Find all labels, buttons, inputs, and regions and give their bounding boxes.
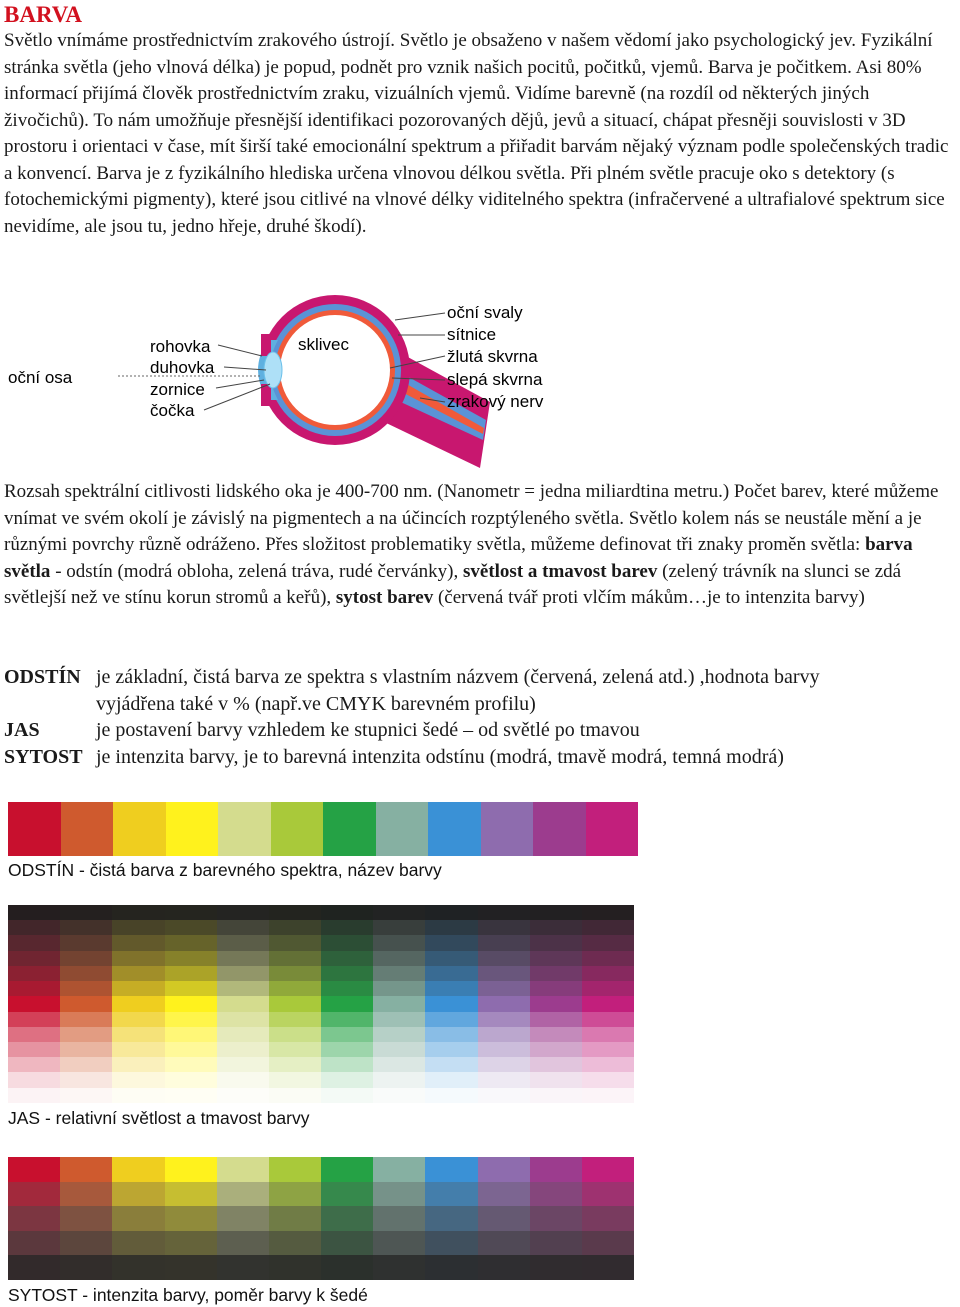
- value-swatch: [582, 935, 634, 950]
- saturation-swatch: [373, 1157, 425, 1182]
- value-swatch: [373, 1027, 425, 1042]
- saturation-swatch: [425, 1182, 477, 1207]
- value-swatch: [530, 1027, 582, 1042]
- value-swatch: [60, 1057, 112, 1072]
- saturation-swatch: [112, 1255, 164, 1280]
- intro-paragraph: Světlo vnímáme prostřednictvím zrakového ústrojí. Světlo je obsaženo v našem vědomí jako psychologický jev. Fyzikální stránka světla (jeho vlnová délka) je popud, podnět pro vznik našich pocitů, počitků, vjemů. Barva je počitkem. Asi 80% informací přijímá člověk prostřednictvím zraku, vizuálních vjemů. Vidíme barevně (na rozdíl od některých jiných živočichů). To nám umožňuje přesnější identifikaci pozorovaných dějů, jevů a situací, chápat přesněji souvislosti v 3D prostoru i orientaci v čase, mít širší také emocionální spektrum a přiřadit barvám nějaký význam podle společenských tradic a konvencí. Barva je z fyzikálního hlediska určena vlnovou délkou světla. Při plném světle pracuje oko s detektory (s fotochemickými pigmenty), které jsou citlivé na vlnové délky viditelného spektra (infračervené a ultrafialové spektrum sice nevidíme, ale jsou tu, jedno hřeje, druhé škodí).: [4, 30, 949, 237]
- value-swatch: [165, 1057, 217, 1072]
- value-swatch: [373, 951, 425, 966]
- value-swatch: [321, 1057, 373, 1072]
- value-swatch: [8, 1057, 60, 1072]
- value-swatch: [112, 935, 164, 950]
- value-swatch: [8, 1012, 60, 1027]
- value-row: [8, 1012, 634, 1027]
- value-row: [8, 935, 634, 950]
- saturation-swatch: [8, 1157, 60, 1182]
- value-row: [8, 920, 634, 935]
- value-swatch: [8, 1088, 60, 1103]
- value-swatch: [425, 1072, 477, 1087]
- value-swatch: [530, 996, 582, 1011]
- value-swatch: [269, 1042, 321, 1057]
- term-barva-svetla: barva světla: [4, 534, 913, 582]
- value-swatch: [60, 1027, 112, 1042]
- value-row: [8, 996, 634, 1011]
- value-swatch: [373, 996, 425, 1011]
- value-swatch: [425, 1088, 477, 1103]
- value-swatch: [8, 920, 60, 935]
- def-odstin: je základní, čistá barva ze spektra s vlastním názvem (červená, zelená atd.) ,hodnota barvy: [96, 666, 820, 688]
- value-swatch: [165, 1027, 217, 1042]
- value-swatch: [112, 951, 164, 966]
- value-swatch: [373, 981, 425, 996]
- value-swatch: [269, 966, 321, 981]
- def-jas: je postavení barvy vzhledem ke stupnici šedé – od světlé po tmavou: [96, 719, 640, 741]
- value-swatch: [217, 1072, 269, 1087]
- value-swatch: [60, 1042, 112, 1057]
- saturation-swatch: [425, 1231, 477, 1256]
- hue-swatch: [166, 802, 219, 856]
- value-row: [8, 1088, 634, 1103]
- value-swatch: [478, 935, 530, 950]
- saturation-swatch: [425, 1157, 477, 1182]
- definitions: [4, 664, 820, 770]
- value-swatch: [112, 1072, 164, 1087]
- value-swatch: [60, 1088, 112, 1103]
- saturation-swatch: [269, 1231, 321, 1256]
- value-swatch: [425, 996, 477, 1011]
- saturation-swatch: [269, 1255, 321, 1280]
- value-swatch: [217, 1057, 269, 1072]
- value-swatch: [8, 1072, 60, 1087]
- value-swatch: [269, 1072, 321, 1087]
- saturation-swatch: [321, 1206, 373, 1231]
- value-grid: [8, 905, 634, 1103]
- value-swatch: [321, 1072, 373, 1087]
- value-swatch: [321, 920, 373, 935]
- value-swatch: [478, 1042, 530, 1057]
- saturation-swatch: [217, 1206, 269, 1231]
- value-swatch: [530, 920, 582, 935]
- hue-swatch: [323, 802, 376, 856]
- saturation-swatch: [60, 1182, 112, 1207]
- saturation-swatch: [112, 1182, 164, 1207]
- spectral-paragraph: [4, 479, 956, 612]
- value-swatch: [8, 996, 60, 1011]
- saturation-swatch: [8, 1206, 60, 1231]
- value-swatch: [321, 905, 373, 920]
- value-swatch: [60, 935, 112, 950]
- definition-saturation: [4, 744, 820, 771]
- value-swatch: [60, 981, 112, 996]
- value-swatch: [373, 1042, 425, 1057]
- value-swatch: [60, 920, 112, 935]
- value-swatch: [112, 1057, 164, 1072]
- value-swatch: [373, 1088, 425, 1103]
- saturation-swatch: [425, 1255, 477, 1280]
- value-swatch: [269, 935, 321, 950]
- page-title: BARVA: [4, 2, 83, 27]
- value-swatch: [530, 935, 582, 950]
- hue-swatch: [218, 802, 271, 856]
- value-swatch: [165, 1072, 217, 1087]
- saturation-row: [8, 1182, 634, 1207]
- value-swatch: [165, 966, 217, 981]
- label-zluta-skvrna: žlutá skvrna: [447, 347, 538, 366]
- value-swatch: [112, 1088, 164, 1103]
- value-swatch: [530, 981, 582, 996]
- saturation-row: [8, 1255, 634, 1280]
- value-swatch: [373, 966, 425, 981]
- value-swatch: [112, 1012, 164, 1027]
- saturation-grid: [8, 1157, 634, 1280]
- value-swatch: [217, 1012, 269, 1027]
- saturation-swatch: [112, 1157, 164, 1182]
- value-swatch: [582, 981, 634, 996]
- value-swatch: [217, 920, 269, 935]
- value-swatch: [217, 905, 269, 920]
- value-swatch: [582, 951, 634, 966]
- saturation-swatch: [321, 1182, 373, 1207]
- term-sytost: sytost barev: [335, 587, 434, 608]
- eye-diagram: [0, 290, 600, 470]
- value-swatch: [165, 981, 217, 996]
- value-row: [8, 1072, 634, 1087]
- spectral-text-4: (červená tvář proti vlčím mákům…je to intenzita barvy): [433, 587, 865, 608]
- saturation-swatch: [165, 1182, 217, 1207]
- value-swatch: [582, 966, 634, 981]
- value-swatch: [60, 996, 112, 1011]
- value-swatch: [269, 905, 321, 920]
- value-swatch: [478, 966, 530, 981]
- label-zrakovy-nerv: zrakový nerv: [447, 392, 544, 411]
- saturation-swatch: [582, 1157, 634, 1182]
- saturation-swatch: [165, 1157, 217, 1182]
- value-swatch: [373, 920, 425, 935]
- lens: [264, 352, 282, 388]
- value-swatch: [478, 1072, 530, 1087]
- definition-hue: [4, 664, 820, 691]
- value-swatch: [60, 966, 112, 981]
- saturation-swatch: [373, 1206, 425, 1231]
- value-row: [8, 1057, 634, 1072]
- value-swatch: [269, 981, 321, 996]
- saturation-swatch: [112, 1231, 164, 1256]
- label-duhovka: duhovka: [150, 358, 215, 377]
- saturation-swatch: [269, 1206, 321, 1231]
- hue-swatch: [481, 802, 534, 856]
- value-swatch: [425, 1012, 477, 1027]
- saturation-swatch: [530, 1182, 582, 1207]
- value-swatch: [425, 935, 477, 950]
- value-swatch: [165, 996, 217, 1011]
- value-swatch: [425, 981, 477, 996]
- spectral-text-2: - odstín (modrá obloha, zelená tráva, rudé červánky),: [50, 560, 463, 582]
- value-row: [8, 1027, 634, 1042]
- term-jas: JAS: [4, 719, 40, 741]
- value-swatch: [478, 951, 530, 966]
- value-swatch: [217, 935, 269, 950]
- caption-value: JAS - relativní světlost a tmavost barvy: [8, 1108, 310, 1128]
- value-swatch: [478, 1012, 530, 1027]
- value-swatch: [478, 1027, 530, 1042]
- value-swatch: [112, 1042, 164, 1057]
- saturation-swatch: [60, 1206, 112, 1231]
- value-swatch: [217, 1088, 269, 1103]
- value-swatch: [321, 981, 373, 996]
- vitreous-body: [280, 315, 390, 425]
- saturation-swatch: [165, 1206, 217, 1231]
- value-swatch: [112, 1027, 164, 1042]
- value-swatch: [582, 1027, 634, 1042]
- term-sytost-def: SYTOST: [4, 745, 83, 768]
- value-row: [8, 951, 634, 966]
- saturation-swatch: [8, 1255, 60, 1280]
- hue-swatch: [533, 802, 586, 856]
- label-cocka: čočka: [150, 401, 195, 420]
- value-swatch: [478, 981, 530, 996]
- saturation-swatch: [217, 1231, 269, 1256]
- def-sytost: je intenzita barvy, je to barevná intenzita odstínu (modrá, tmavě modrá, temná modrá): [96, 745, 784, 768]
- saturation-swatch: [530, 1206, 582, 1231]
- value-swatch: [582, 1057, 634, 1072]
- value-swatch: [112, 996, 164, 1011]
- value-swatch: [425, 920, 477, 935]
- label-rohovka: rohovka: [150, 337, 211, 356]
- value-swatch: [165, 1012, 217, 1027]
- value-swatch: [112, 981, 164, 996]
- hue-swatch: [428, 802, 481, 856]
- value-swatch: [478, 905, 530, 920]
- caption-saturation: SYTOST - intenzita barvy, poměr barvy k šedé: [8, 1285, 368, 1305]
- saturation-swatch: [478, 1182, 530, 1207]
- value-swatch: [373, 905, 425, 920]
- saturation-swatch: [321, 1255, 373, 1280]
- hue-swatch: [586, 802, 639, 856]
- saturation-swatch: [582, 1255, 634, 1280]
- value-swatch: [269, 1088, 321, 1103]
- value-swatch: [425, 1042, 477, 1057]
- value-swatch: [269, 951, 321, 966]
- saturation-swatch: [217, 1157, 269, 1182]
- value-swatch: [582, 1042, 634, 1057]
- term-odstin: ODSTÍN: [4, 666, 81, 688]
- value-swatch: [582, 1012, 634, 1027]
- value-row: [8, 966, 634, 981]
- saturation-swatch: [582, 1182, 634, 1207]
- saturation-swatch: [478, 1255, 530, 1280]
- value-swatch: [269, 920, 321, 935]
- value-swatch: [60, 1012, 112, 1027]
- label-sitnice: sítnice: [447, 325, 497, 344]
- saturation-swatch: [60, 1157, 112, 1182]
- value-swatch: [582, 905, 634, 920]
- value-swatch: [321, 951, 373, 966]
- value-swatch: [269, 996, 321, 1011]
- value-swatch: [269, 1012, 321, 1027]
- saturation-swatch: [217, 1255, 269, 1280]
- hue-strip: [8, 802, 638, 856]
- saturation-swatch: [8, 1231, 60, 1256]
- saturation-swatch: [60, 1231, 112, 1256]
- value-swatch: [582, 996, 634, 1011]
- value-swatch: [373, 1012, 425, 1027]
- saturation-swatch: [321, 1157, 373, 1182]
- saturation-swatch: [425, 1206, 477, 1231]
- label-zornice: zornice: [150, 380, 205, 399]
- value-swatch: [582, 920, 634, 935]
- saturation-row: [8, 1231, 634, 1256]
- hue-swatch: [8, 802, 61, 856]
- value-swatch: [478, 1057, 530, 1072]
- value-swatch: [60, 905, 112, 920]
- saturation-swatch: [530, 1231, 582, 1256]
- value-swatch: [530, 966, 582, 981]
- saturation-swatch: [321, 1231, 373, 1256]
- value-swatch: [530, 1012, 582, 1027]
- saturation-swatch: [373, 1182, 425, 1207]
- value-swatch: [530, 1088, 582, 1103]
- value-swatch: [60, 951, 112, 966]
- saturation-swatch: [582, 1231, 634, 1256]
- value-swatch: [165, 920, 217, 935]
- saturation-swatch: [582, 1206, 634, 1231]
- value-swatch: [321, 1088, 373, 1103]
- value-swatch: [217, 981, 269, 996]
- value-swatch: [217, 951, 269, 966]
- value-swatch: [8, 905, 60, 920]
- value-swatch: [321, 935, 373, 950]
- saturation-swatch: [373, 1231, 425, 1256]
- saturation-swatch: [478, 1231, 530, 1256]
- value-swatch: [217, 996, 269, 1011]
- value-swatch: [217, 1042, 269, 1057]
- saturation-swatch: [269, 1182, 321, 1207]
- definition-value: [4, 717, 820, 744]
- value-swatch: [478, 920, 530, 935]
- spectral-text-3: (zelený trávník na slunci se zdá světlejší než ve stínu korun stromů a keřů),: [4, 560, 902, 608]
- value-swatch: [425, 951, 477, 966]
- axis-label: oční osa: [8, 368, 73, 387]
- value-swatch: [165, 951, 217, 966]
- value-row: [8, 1042, 634, 1057]
- value-swatch: [373, 1057, 425, 1072]
- value-swatch: [530, 951, 582, 966]
- value-swatch: [530, 1042, 582, 1057]
- value-swatch: [165, 1088, 217, 1103]
- value-swatch: [165, 1042, 217, 1057]
- value-swatch: [321, 996, 373, 1011]
- value-swatch: [8, 966, 60, 981]
- value-swatch: [321, 1042, 373, 1057]
- value-swatch: [8, 1042, 60, 1057]
- value-swatch: [530, 905, 582, 920]
- value-swatch: [425, 1027, 477, 1042]
- label-ocni-svaly: oční svaly: [447, 303, 523, 322]
- saturation-swatch: [478, 1206, 530, 1231]
- value-swatch: [530, 1057, 582, 1072]
- saturation-swatch: [217, 1182, 269, 1207]
- value-row: [8, 905, 634, 920]
- term-svetlost: světlost a tmavost barev: [463, 560, 658, 582]
- label-slepa-skvrna: slepá skvrna: [447, 370, 543, 389]
- value-swatch: [425, 966, 477, 981]
- value-swatch: [425, 905, 477, 920]
- saturation-swatch: [478, 1157, 530, 1182]
- value-swatch: [478, 1088, 530, 1103]
- spectral-text-1: Rozsah spektrální citlivosti lidského oka je 400-700 nm. (Nanometr = jedna miliardtina metru.) Počet barev, které můžeme vnímat ve svém okolí je závislý na pigmentech a na účincích rozptýleného světla. Světlo kolem nás se neustále mění a je různými povrchy různě odráženo. Přes složitost problematiky světla, můžeme definovat tři znaky proměn světla:: [4, 481, 939, 555]
- value-swatch: [217, 1027, 269, 1042]
- saturation-swatch: [530, 1255, 582, 1280]
- value-swatch: [8, 951, 60, 966]
- hue-swatch: [271, 802, 324, 856]
- value-swatch: [60, 1072, 112, 1087]
- value-swatch: [530, 1072, 582, 1087]
- value-swatch: [8, 935, 60, 950]
- label-sklivec: sklivec: [298, 335, 350, 354]
- value-swatch: [373, 935, 425, 950]
- def-odstin-cont: vyjádřena také v % (např.ve CMYK barevném profilu): [96, 692, 536, 715]
- hue-swatch: [61, 802, 114, 856]
- value-swatch: [165, 905, 217, 920]
- saturation-swatch: [373, 1255, 425, 1280]
- value-row: [8, 981, 634, 996]
- value-swatch: [582, 1088, 634, 1103]
- saturation-row: [8, 1157, 634, 1182]
- value-swatch: [112, 905, 164, 920]
- value-swatch: [425, 1057, 477, 1072]
- value-swatch: [165, 935, 217, 950]
- saturation-swatch: [269, 1157, 321, 1182]
- value-swatch: [269, 1057, 321, 1072]
- saturation-row: [8, 1206, 634, 1231]
- saturation-swatch: [165, 1231, 217, 1256]
- saturation-swatch: [8, 1182, 60, 1207]
- value-swatch: [373, 1072, 425, 1087]
- saturation-swatch: [165, 1255, 217, 1280]
- hue-swatch: [376, 802, 429, 856]
- caption-hue: ODSTÍN - čistá barva z barevného spektra, název barvy: [8, 860, 442, 880]
- value-swatch: [112, 966, 164, 981]
- value-swatch: [8, 1027, 60, 1042]
- value-swatch: [478, 996, 530, 1011]
- hue-swatch: [113, 802, 166, 856]
- saturation-swatch: [60, 1255, 112, 1280]
- value-swatch: [217, 966, 269, 981]
- value-swatch: [269, 1027, 321, 1042]
- value-swatch: [112, 920, 164, 935]
- value-swatch: [321, 966, 373, 981]
- iris-top: [261, 334, 271, 356]
- saturation-swatch: [112, 1206, 164, 1231]
- value-swatch: [321, 1027, 373, 1042]
- value-swatch: [8, 981, 60, 996]
- value-swatch: [321, 1012, 373, 1027]
- value-swatch: [582, 1072, 634, 1087]
- saturation-swatch: [530, 1157, 582, 1182]
